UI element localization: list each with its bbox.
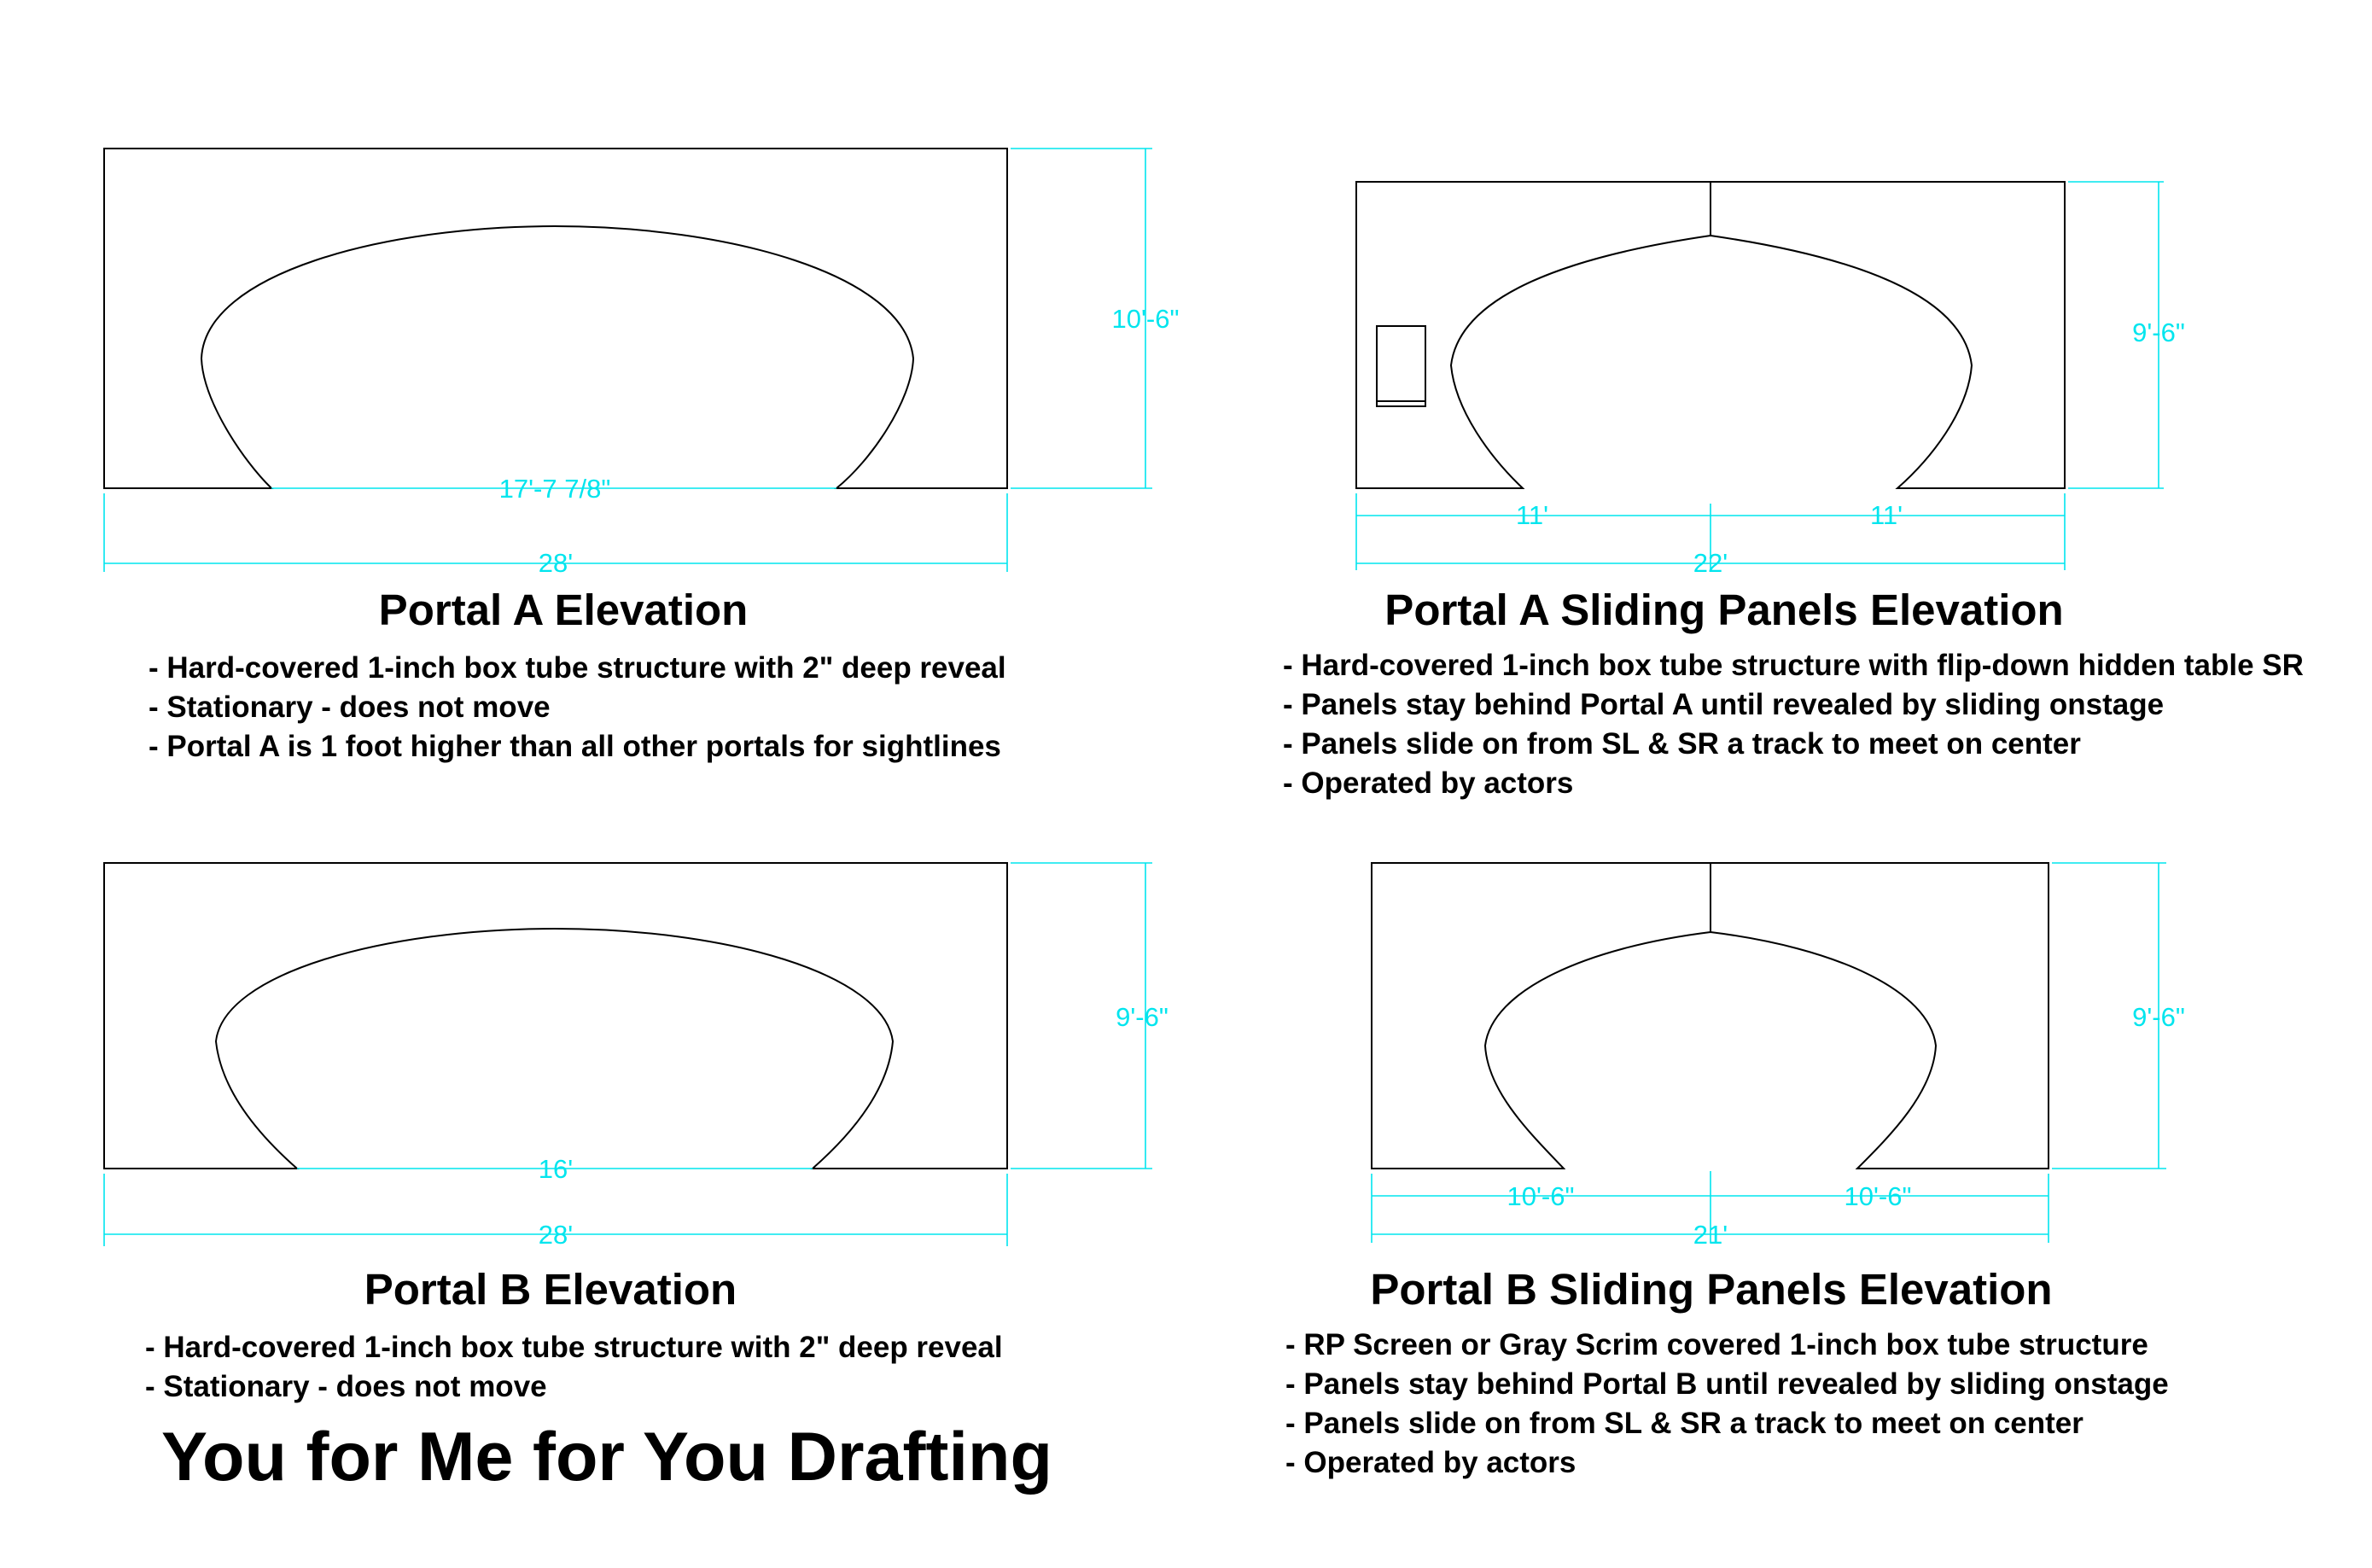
- portal-b-panels-title: Portal B Sliding Panels Elevation: [1370, 1265, 2053, 1314]
- portal-b-width-dim: 28': [538, 1220, 574, 1250]
- portal-a-note-1: - Hard-covered 1-inch box tube structure with 2" deep reveal: [149, 651, 1006, 685]
- portal-b-panels-width-dim: 21': [1693, 1220, 1728, 1250]
- portal-b-note-1: - Hard-covered 1-inch box tube structure with 2" deep reveal: [145, 1331, 1003, 1364]
- portal-b-note-2: - Stationary - does not move: [145, 1370, 547, 1403]
- portal-b-panels-right-dim: 10'-6": [1844, 1181, 1912, 1211]
- portal-b-outline: [104, 863, 1007, 1169]
- portal-a-note-2: - Stationary - does not move: [149, 691, 551, 724]
- portal-b-title: Portal B Elevation: [364, 1265, 737, 1314]
- portal-a-panels-note-3: - Panels slide on from SL & SR a track to meet on center: [1283, 727, 2081, 761]
- portal-a-note-3: - Portal A is 1 foot higher than all other portals for sightlines: [149, 730, 1001, 763]
- portal-a-panels-hidden-table: [1377, 326, 1425, 406]
- portal-a-elevation: [104, 149, 1179, 763]
- portal-b-sliding-panels-elevation: [1285, 863, 2185, 1479]
- portal-a-outline: [104, 149, 1007, 488]
- portal-b-height-dim: 9'-6": [1116, 1002, 1169, 1032]
- portal-b-elevation: [104, 863, 1169, 1403]
- portal-a-panels-width-dim: 22': [1693, 548, 1728, 578]
- portal-b-panels-left-dim: 10'-6": [1507, 1181, 1575, 1211]
- portal-a-title: Portal A Elevation: [378, 586, 749, 634]
- portal-b-panels-note-2: - Panels stay behind Portal B until revealed by sliding onstage: [1285, 1367, 2169, 1401]
- portal-b-panels-note-3: - Panels slide on from SL & SR a track to meet on center: [1285, 1407, 2084, 1440]
- portal-a-panels-note-4: - Operated by actors: [1283, 767, 1574, 800]
- portal-a-height-dim: 10'-6": [1111, 304, 1180, 334]
- portal-b-panels-note-1: - RP Screen or Gray Scrim covered 1-inch box tube structure: [1285, 1328, 2148, 1361]
- portal-a-panels-left-dim: 11': [1515, 500, 1549, 530]
- portal-b-panels-note-4: - Operated by actors: [1285, 1446, 1576, 1479]
- portal-a-panels-note-1: - Hard-covered 1-inch box tube structure with flip-down hidden table SR: [1283, 649, 2304, 682]
- firm-name: You for Me for You Drafting: [161, 1419, 1052, 1495]
- portal-a-width-dim: 28': [538, 548, 574, 578]
- portal-b-panels-height-dim: 9'-6": [2132, 1002, 2185, 1032]
- portal-a-panels-title: Portal A Sliding Panels Elevation: [1384, 586, 2064, 634]
- portal-a-panels-note-2: - Panels stay behind Portal A until revealed by sliding onstage: [1283, 688, 2165, 721]
- portal-b-opening-dim: 16': [538, 1154, 574, 1184]
- portal-a-opening-dim: 17'-7 7/8": [498, 474, 611, 504]
- portal-a-panels-right-dim: 11': [1869, 500, 1903, 530]
- portal-a-panels-height-dim: 9'-6": [2132, 318, 2185, 347]
- portal-a-sliding-panels-elevation: [1283, 182, 2304, 800]
